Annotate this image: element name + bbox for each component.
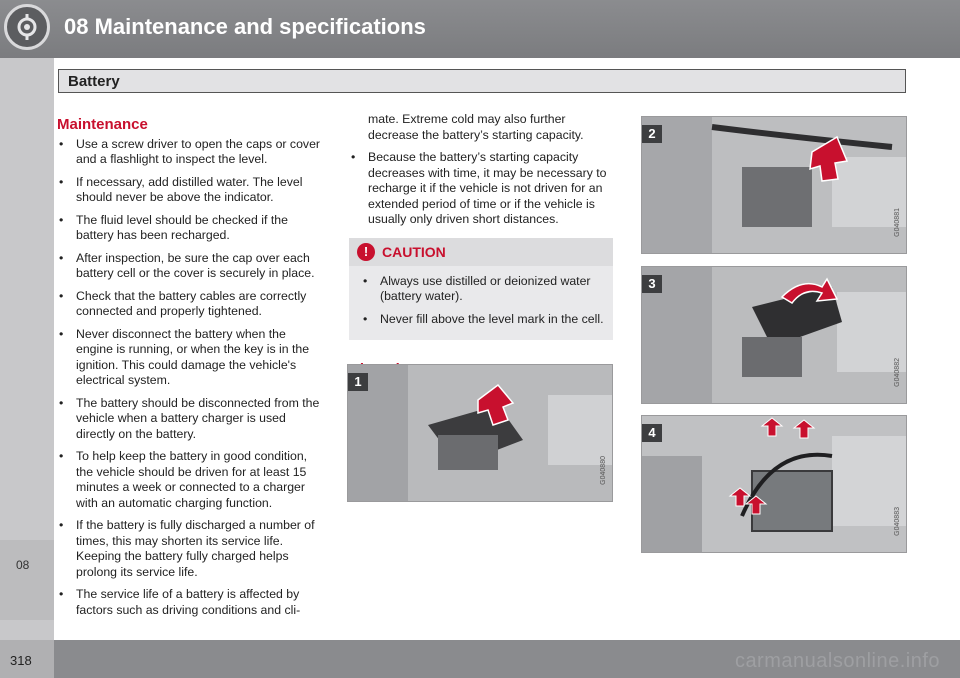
watermark: carmanualsonline.info — [734, 650, 940, 672]
chapter-tab-number: 08 — [16, 558, 30, 572]
figure-code: G040880 — [600, 456, 607, 485]
list-item: • Check that the battery cables are correctly connected and properly tightened. — [57, 289, 323, 320]
list-item: • After inspection, be sure the cap over each battery cell or the cover is securely in place. — [57, 251, 323, 282]
footer-page-box — [0, 640, 54, 678]
chapter-header — [0, 0, 960, 58]
maintenance-heading: Maintenance — [57, 116, 148, 133]
list-item: • The fluid level should be checked if the battery has been recharged. — [57, 213, 323, 244]
figure-number: 1 — [348, 373, 368, 391]
figure-2 — [641, 116, 907, 254]
caution-list — [349, 266, 613, 328]
chapter-title: 08 Maintenance and specifications — [64, 14, 426, 39]
list-item: • The battery should be disconnected from the vehicle when a battery charger is used directly on the battery. — [57, 396, 323, 443]
figure-3 — [641, 266, 907, 404]
figure-number: 4 — [642, 424, 662, 442]
engine-bay-image — [348, 365, 613, 502]
list-item: • Use a screw driver to open the caps or cover and a flashlight to inspect the level. — [57, 137, 323, 168]
figure-code: G040881 — [894, 208, 901, 237]
caution-header — [349, 238, 613, 266]
chapter-tab — [0, 540, 54, 620]
caution-box — [349, 238, 613, 341]
list-item: • To help keep the battery in good condition, the vehicle should be driven for at least 15 minutes a week or connected to a charger with an automatic charging function. — [57, 449, 323, 511]
wrench-gear-icon — [4, 4, 50, 50]
caution-icon: ! — [357, 243, 375, 261]
engine-bay-image — [642, 416, 907, 553]
figure-1 — [347, 364, 613, 502]
engine-bay-image — [642, 267, 907, 404]
continued-text: mate. Extreme cold may also further decrease the battery’s starting capacity. — [368, 112, 584, 142]
list-item: • Never disconnect the battery when the engine is running, or when the key is in the ignition. This could damage the vehicle's electrical system. — [57, 327, 323, 389]
maintenance-list — [57, 137, 323, 619]
section-title: Battery — [68, 73, 120, 90]
engine-bay-image — [642, 117, 907, 254]
list-item: • If the battery is fully discharged a number of times, this may shorten its service life. Keeping the battery fully charged helps prolong its service life. — [57, 518, 323, 580]
figure-code: G040883 — [894, 507, 901, 536]
maintenance-column — [57, 117, 323, 625]
list-item: • Never fill above the level mark in the cell. — [361, 312, 605, 328]
list-item: • If necessary, add distilled water. The level should never be above the indicator. — [57, 175, 323, 206]
list-item: • Always use distilled or deionized water (battery water). — [361, 274, 605, 305]
figure-number: 3 — [642, 275, 662, 293]
maintenance-list-continued — [349, 150, 613, 228]
figure-4 — [641, 415, 907, 553]
list-item: • The service life of a battery is affected by factors such as driving conditions and cli- — [57, 587, 323, 618]
page-footer — [0, 640, 960, 678]
caution-title: CAUTION — [382, 243, 446, 260]
second-column — [349, 112, 613, 378]
page-number: 318 — [10, 653, 32, 668]
list-item: • Because the battery’s starting capacity decreases with time, it may be necessary to recharge it if the vehicle is not driven for an extended period of time or if the vehicle is usually only driven short distances. — [349, 150, 613, 228]
figure-code: G040882 — [894, 358, 901, 387]
figure-number: 2 — [642, 125, 662, 143]
section-title-bar — [58, 69, 906, 93]
